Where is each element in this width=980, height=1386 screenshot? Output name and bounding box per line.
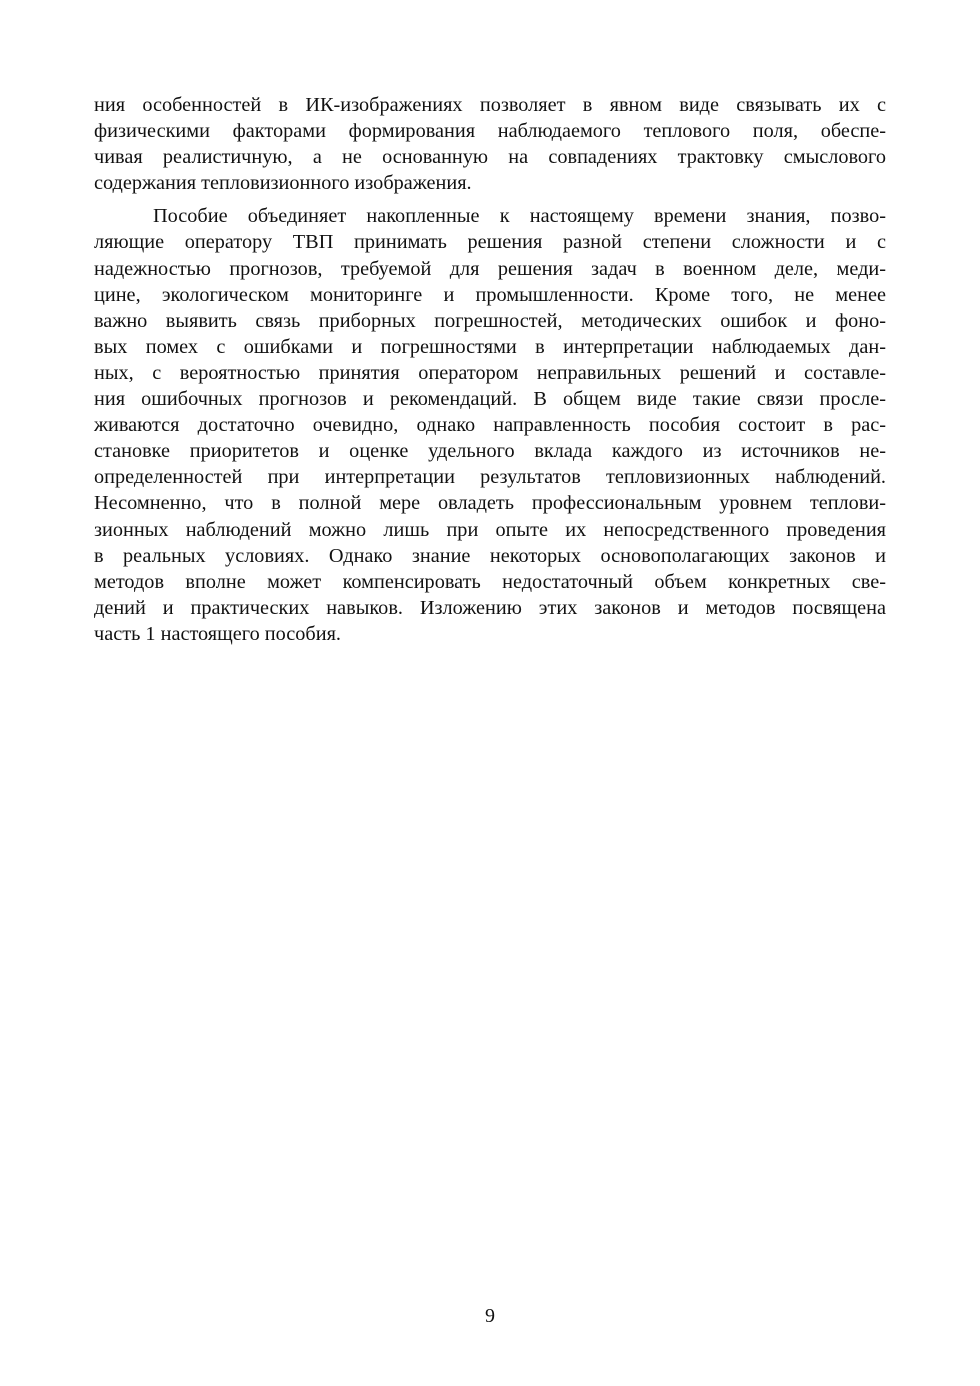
paragraph-continuation — [94, 92, 886, 196]
text-line: цине, экологическом мониторинге и промышленности. Кроме того, не менее — [94, 283, 886, 306]
text-line: ных, с вероятностью принятия оператором неправильных решений и составле- — [94, 361, 886, 384]
text-line: содержания тепловизионного изображения. — [94, 172, 472, 195]
text-line: часть 1 настоящего пособия. — [94, 622, 341, 645]
text-line: ния ошибочных прогнозов и рекомендаций. В общем виде такие связи просле- — [94, 388, 886, 411]
text-line: методов вполне может компенсировать недостаточный объем конкретных све- — [94, 570, 886, 593]
text-line: ляющие оператору ТВП принимать решения разной степени сложности и с — [94, 231, 886, 254]
text-line: важно выявить связь приборных погрешностей, методических ошибок и фоно- — [94, 309, 886, 332]
text-line: в реальных условиях. Однако знание некоторых основополагающих законов и — [94, 544, 886, 567]
text-line: зионных наблюдений можно лишь при опыте их непосредственного проведения — [94, 518, 886, 541]
text-line: дений и практических навыков. Изложению этих законов и методов посвящена — [94, 596, 886, 619]
text-line: Несомненно, что в полной мере овладеть профессиональным уровнем теплови- — [94, 492, 886, 515]
page-number: 9 — [485, 1305, 495, 1327]
text-line: Пособие объединяет накопленные к настоящему времени знания, позво- — [153, 205, 886, 228]
paragraph-main — [94, 203, 886, 647]
text-line: ния особенностей в ИК-изображениях позволяет в явном виде связывать их с — [94, 94, 886, 116]
text-line: определенностей при интерпретации результатов тепловизионных наблюдений. — [94, 466, 886, 489]
text-line: живаются достаточно очевидно, однако направленность пособия состоит в рас- — [94, 414, 886, 437]
text-line: чивая реалистичную, а не основанную на совпадениях трактовку смыслового — [94, 146, 886, 169]
text-line: физическими факторами формирования наблюдаемого теплового поля, обеспе- — [94, 120, 886, 143]
page-body — [94, 92, 886, 647]
text-line: становке приоритетов и оценке удельного вклада каждого из источников не- — [94, 440, 886, 463]
text-line: надежностью прогнозов, требуемой для решения задач в военном деле, меди- — [94, 257, 886, 280]
text-line: вых помех с ошибками и погрешностями в интерпретации наблюдаемых дан- — [94, 335, 886, 358]
